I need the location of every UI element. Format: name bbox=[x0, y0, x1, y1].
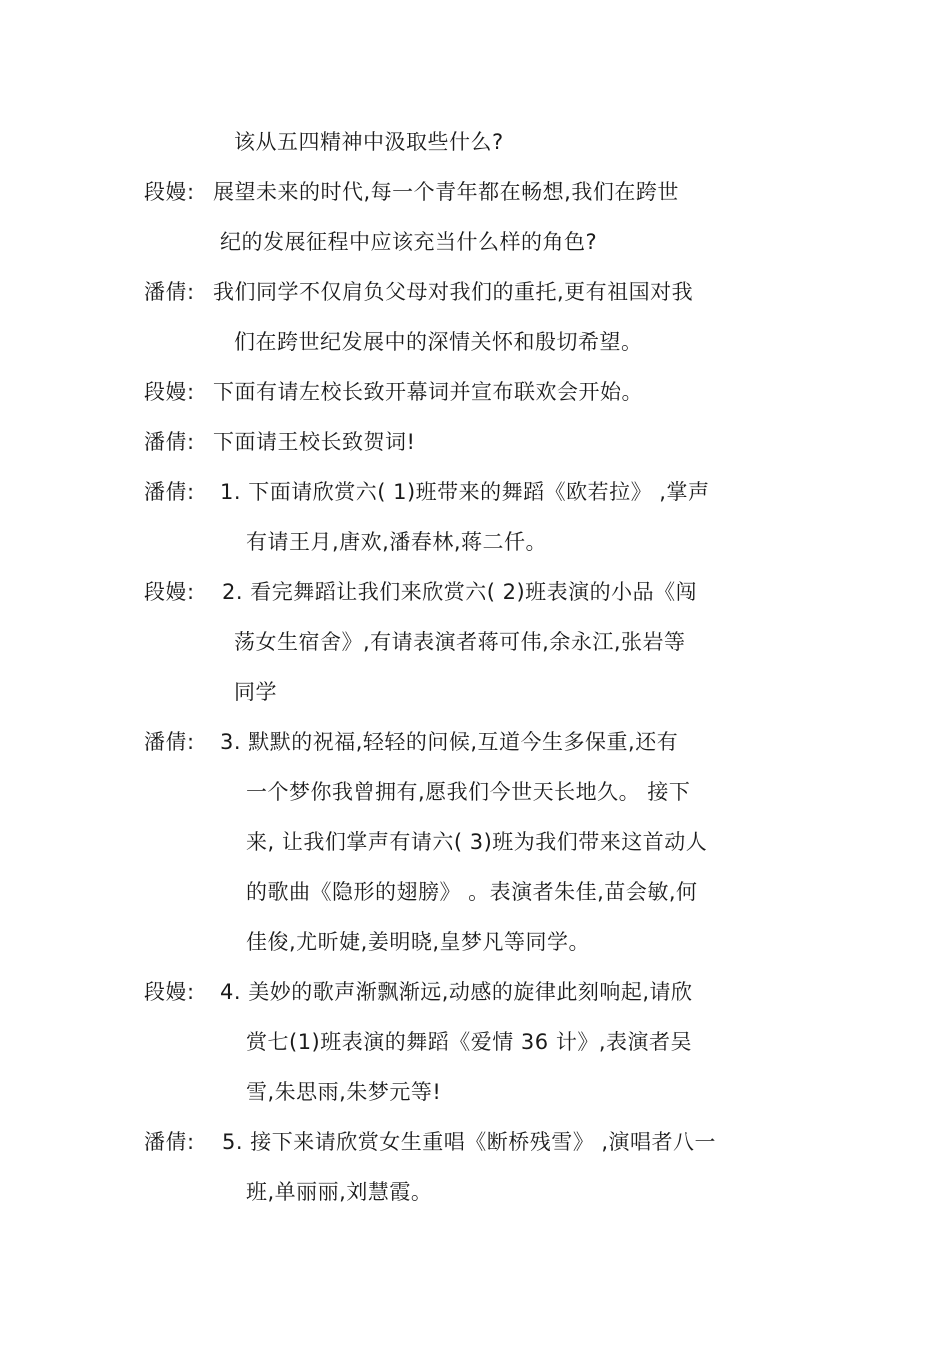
speaker-label: 段嫚: bbox=[144, 980, 195, 1004]
script-line: 2. 看完舞蹈让我们来欣赏六( 2)班表演的小品《闯 bbox=[222, 580, 698, 604]
script-line: 我们同学不仅肩负父母对我们的重托,更有祖国对我 bbox=[213, 280, 694, 304]
script-line: 荡女生宿舍》,有请表演者蒋可伟,余永江,张岩等 bbox=[234, 630, 686, 654]
script-line: 下面请王校长致贺词! bbox=[213, 430, 416, 454]
script-line: 雪,朱思雨,朱梦元等! bbox=[246, 1080, 442, 1104]
speaker-label: 段嫚: bbox=[144, 380, 195, 404]
speaker-label: 段嫚: bbox=[144, 580, 195, 604]
script-line: 展望未来的时代,每一个青年都在畅想,我们在跨世 bbox=[213, 180, 679, 204]
script-line: 该从五四精神中汲取些什么? bbox=[234, 130, 504, 154]
script-line: 班,单丽丽,刘慧霞。 bbox=[246, 1180, 433, 1204]
script-line: 们在跨世纪发展中的深情关怀和殷切希望。 bbox=[234, 330, 643, 354]
script-line: 3. 默默的祝福,轻轻的问候,互道今生多保重,还有 bbox=[220, 730, 679, 754]
speaker-label: 潘倩: bbox=[144, 480, 195, 504]
speaker-label: 潘倩: bbox=[144, 280, 195, 304]
script-line: 4. 美妙的歌声渐飘渐远,动感的旋律此刻响起,请欣 bbox=[220, 980, 693, 1004]
script-line: 1. 下面请欣赏六( 1)班带来的舞蹈《欧若拉》 ,掌声 bbox=[220, 480, 710, 504]
script-line: 5. 接下来请欣赏女生重唱《断桥残雪》 ,演唱者八一 bbox=[222, 1130, 717, 1154]
script-line: 的歌曲《隐形的翅膀》 。表演者朱佳,苗会敏,何 bbox=[246, 880, 698, 904]
speaker-label: 段嫚: bbox=[144, 180, 195, 204]
script-line: 一个梦你我曾拥有,愿我们今世天长地久。 接下 bbox=[246, 780, 691, 804]
script-line: 赏七(1)班表演的舞蹈《爱情 36 计》,表演者吴 bbox=[246, 1030, 692, 1054]
speaker-label: 潘倩: bbox=[144, 430, 195, 454]
speaker-label: 潘倩: bbox=[144, 730, 195, 754]
script-line: 佳俊,尤昕婕,姜明晓,皇梦凡等同学。 bbox=[246, 930, 591, 954]
script-line: 有请王月,唐欢,潘春林,蒋二仟。 bbox=[246, 530, 548, 554]
script-line: 下面有请左校长致开幕词并宣布联欢会开始。 bbox=[213, 380, 643, 404]
script-line: 同学 bbox=[234, 680, 277, 704]
script-line: 纪的发展征程中应该充当什么样的角色? bbox=[220, 230, 598, 254]
speaker-label: 潘倩: bbox=[144, 1130, 195, 1154]
script-line: 来, 让我们掌声有请六( 3)班为我们带来这首动人 bbox=[246, 830, 708, 854]
